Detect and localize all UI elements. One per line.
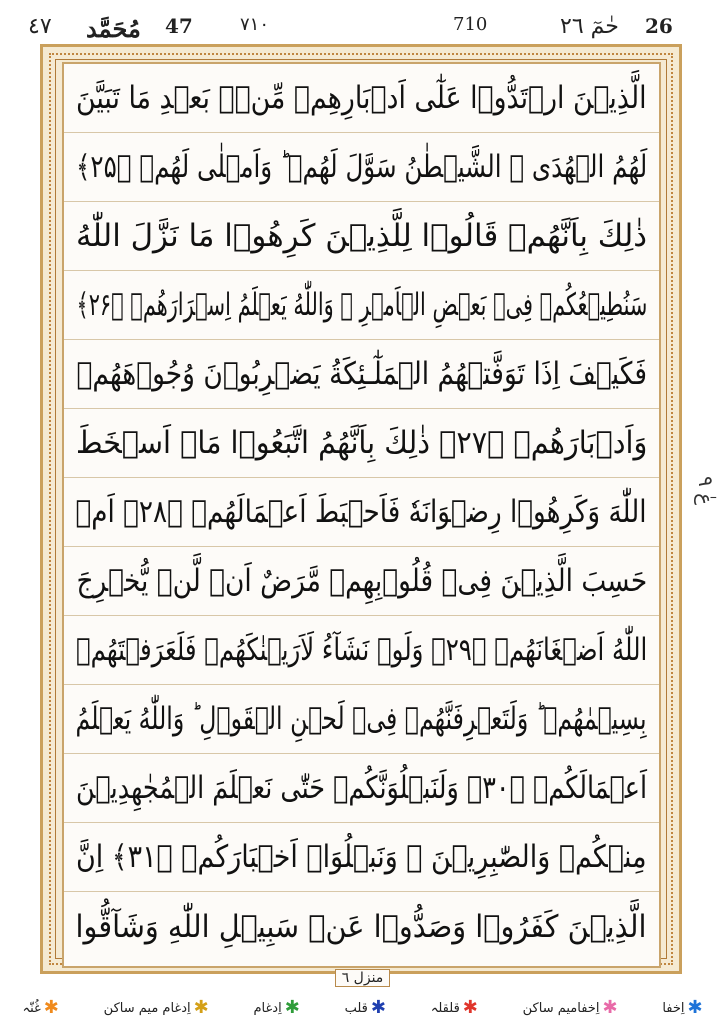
legend-item-ikhfa-meem-sakin: ✱ اِخفامیم ساکن xyxy=(522,997,618,1018)
text-line-12: مِنۡكُمۡ وَالصّٰبِرِيۡنَ ۙ وَنَبۡلُوَا۟ اَخۡبَارَكُمۡ ﴿۳۱﴾ اِنَّ xyxy=(64,823,659,892)
surah-number: 47 xyxy=(165,14,193,38)
page-number-arabic: ٧١٠ xyxy=(240,14,270,35)
quran-text-page xyxy=(62,62,661,968)
text-line-4: سَنُطِيۡعُكُمۡ فِىۡ بَعۡضِ الۡاَمۡرِ ۚ وَاللّٰهُ يَعۡلَمُ اِسۡرَارَهُمۡ ﴿۲۶﴾ xyxy=(64,271,659,340)
legend-item-idgham-meem-sakin: ✱ اِدغام میم ساکن xyxy=(103,997,209,1018)
surah-name: مُحَمَّد xyxy=(86,14,141,43)
ruku-margin-mark: عٰ ٩ xyxy=(694,476,718,506)
asterisk-icon: ✱ xyxy=(602,997,618,1018)
text-line-3: ذٰلِكَ بِاَنَّهُمۡ قَالُوۡا لِلَّذِيۡنَ كَرِهُوۡا مَا نَزَّلَ اللّٰهُ xyxy=(64,202,659,271)
surah-number-arabic: ٤٧ xyxy=(28,14,52,39)
text-line-1: الَّذِيۡنَ ارۡتَدُّوۡا عَلٰٓى اَدۡبَارِهِمۡ مِّنۡۢ بَعۡدِ مَا تَبَيَّنَ xyxy=(64,64,659,133)
text-line-10: بِسِيۡمٰهُمۡ ؕ وَلَتَعۡرِفَنَّهُمۡ فِىۡ لَحۡنِ الۡقَوۡلِ ؕ وَاللّٰهُ يَعۡلَمُ xyxy=(64,685,659,754)
asterisk-icon: ✱ xyxy=(687,997,703,1018)
asterisk-icon: ✱ xyxy=(193,997,209,1018)
juz-number: 26 xyxy=(645,14,673,38)
legend-item-qalb: ✱ قلب xyxy=(344,997,386,1018)
text-line-6: وَاَدۡبَارَهُمۡ ﴿۲۷﴾ ذٰلِكَ بِاَنَّهُمُ اتَّبَعُوۡا مَاۤ اَسۡخَطَ xyxy=(64,409,659,478)
page-number: 710 xyxy=(453,14,488,35)
legend-item-ikhfa: ✱ اِخفا xyxy=(662,997,703,1018)
text-line-2: لَهُمُ الۡهُدَى ۙ الشَّيۡطٰنُ سَوَّلَ لَهُمۡ ؕ وَاَمۡلٰى لَهُمۡ ﴿۲۵﴾ xyxy=(64,133,659,202)
legend-item-idgham: ✱ اِدغام xyxy=(253,997,300,1018)
tajweed-legend xyxy=(0,996,725,1020)
text-line-7: اللّٰهَ وَكَرِهُوۡا رِضۡوَانَهٗ فَاَحۡبَطَ اَعۡمَالَهُمۡ ﴿۲۸﴾ اَمۡ xyxy=(64,478,659,547)
legend-item-ghunna: ✱ غُنّہ xyxy=(22,997,59,1018)
asterisk-icon: ✱ xyxy=(462,997,478,1018)
text-line-8: حَسِبَ الَّذِيۡنَ فِىۡ قُلُوۡبِهِمۡ مَّرَضٌ اَنۡ لَّنۡ يُّخۡرِجَ xyxy=(64,547,659,616)
text-line-5: فَكَيۡفَ اِذَا تَوَفَّتۡهُمُ الۡمَلٰٓـئِكَةُ يَضۡرِبُوۡنَ وُجُوۡهَهُمۡ xyxy=(64,340,659,409)
manzil-label: منزل ٦ xyxy=(0,970,725,986)
asterisk-icon: ✱ xyxy=(284,997,300,1018)
text-line-11: اَعۡمَالَكُمۡ ﴿۳۰﴾ وَلَنَبۡلُوَنَّكُمۡ حَتّٰى نَعۡلَمَ الۡمُجٰهِدِيۡنَ xyxy=(64,754,659,823)
legend-item-qalqala: ✱ قلقلہ xyxy=(430,997,478,1018)
juz-name: حٰمٓ ٢٦ xyxy=(560,14,619,39)
text-line-13: الَّذِيۡنَ كَفَرُوۡا وَصَدُّوۡا عَنۡ سَبِيۡلِ اللّٰهِ وَشَآقُّوا xyxy=(75,908,647,945)
asterisk-icon: ✱ xyxy=(43,997,59,1018)
asterisk-icon: ✱ xyxy=(370,997,386,1018)
text-line-9: اللّٰهُ اَضۡغَانَهُمۡ ﴿۲۹﴾ وَلَوۡ نَشَآءُ لَاَرَيۡنٰكَهُمۡ فَلَعَرَفۡتَهُمۡ xyxy=(64,616,659,685)
